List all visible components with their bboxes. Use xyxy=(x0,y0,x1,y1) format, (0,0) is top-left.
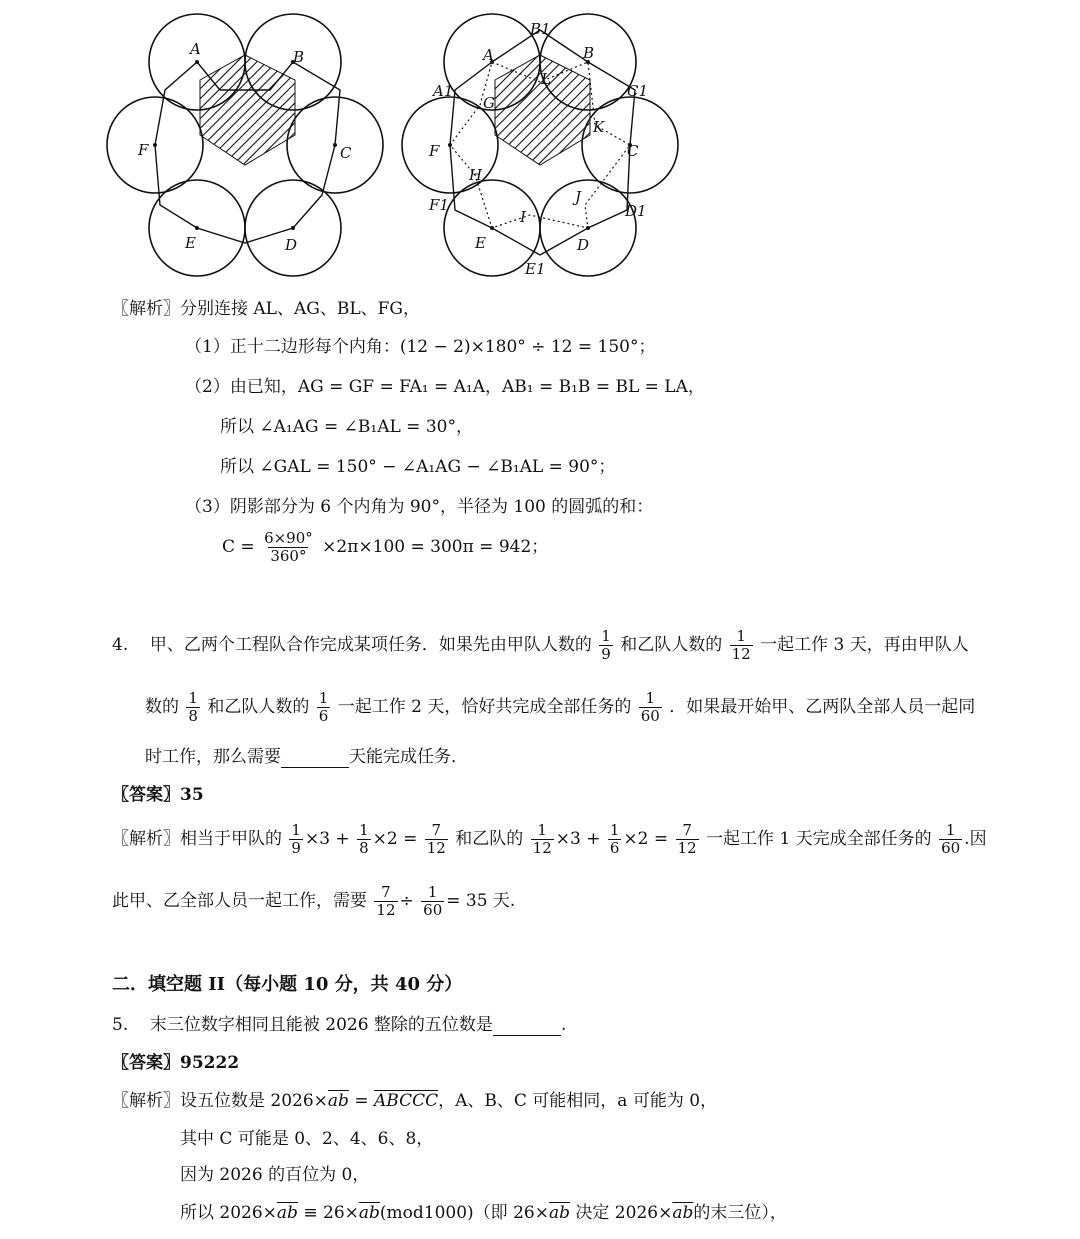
fraction-1-60: $\frac{1}{60}$ xyxy=(423,883,443,919)
q4-text: 一起工作 3 天，再由甲队人 xyxy=(760,635,969,655)
q5-text: = xyxy=(354,1091,369,1111)
q4-text: ÷ xyxy=(399,891,414,911)
q4-text: = 35 天. xyxy=(446,891,516,911)
q4-text: 甲、乙两个工程队合作完成某项任务．如果先由甲队人数的 xyxy=(149,635,592,655)
label-B: B xyxy=(293,48,305,66)
fraction-1-6: $\frac{1}{6}$ xyxy=(609,821,620,857)
label-I: I xyxy=(520,208,526,226)
q4-text: 和乙队人数的 xyxy=(620,635,723,655)
section-title: 二．填空题 II（每小题 10 分，共 40 分） xyxy=(112,974,463,995)
hexagon-circles-figure-left xyxy=(100,10,390,290)
q5-text: 的末三位）， xyxy=(693,1203,787,1223)
overline-ab: $\overline{ab}$ xyxy=(672,1203,694,1223)
hexagon-circles-figure-right xyxy=(395,10,685,290)
label-B1: B1 xyxy=(530,20,551,38)
fraction-1-8: $\frac{1}{8}$ xyxy=(359,821,369,857)
q4-text: 和乙队的 xyxy=(455,829,524,849)
q5-solution-line3: 因为 2026 的百位为 0， xyxy=(180,1165,370,1185)
fraction-1-12: $\frac{1}{12}$ xyxy=(731,627,751,663)
label-F: F xyxy=(138,141,149,159)
fraction-7-12: $\frac{7}{12}$ xyxy=(376,883,396,919)
label-A: A xyxy=(190,40,201,58)
q5-number: 5. xyxy=(112,1015,129,1035)
q4-text: ．如果最开始甲、乙两队全部人员一起同 xyxy=(669,697,976,717)
label-C1: C1 xyxy=(627,82,649,100)
q4-text: 和乙队人数的 xyxy=(207,697,310,717)
shaded-region xyxy=(200,55,295,165)
q3-step2a: （2）由已知，AG = GF = FA₁ = A₁A，AB₁ = B₁B = BL = LA， xyxy=(185,377,705,397)
q4-solution-line2 xyxy=(112,884,515,919)
label-E1: E1 xyxy=(525,260,546,278)
q5-stem xyxy=(112,1014,566,1036)
q4-text: ×3 + xyxy=(555,829,601,849)
label-C: C xyxy=(627,142,639,160)
q4-text: ×3 + xyxy=(304,829,350,849)
overline-ab: $\overline{ab}$ xyxy=(548,1203,570,1223)
q4-answer: 〖答案〗35 xyxy=(112,785,204,805)
overline-ab: $\overline{ab}$ xyxy=(358,1203,380,1223)
q4-text: .因 xyxy=(964,829,987,849)
q5-text: 末三位数字相同且能被 2026 整除的五位数是 xyxy=(149,1015,493,1035)
q3-step2b: 所以 ∠A₁AG = ∠B₁AL = 30°， xyxy=(220,417,473,437)
label-D: D xyxy=(577,236,590,254)
q4-solution-line1 xyxy=(112,822,987,857)
label-A: A xyxy=(483,46,494,64)
q3-step1: （1）正十二边形每个内角：(12 − 2)×180° ÷ 12 = 150°； xyxy=(185,337,656,357)
label-F: F xyxy=(429,142,440,160)
q5-text: ≡ 26× xyxy=(303,1203,359,1223)
q5-answer: 〖答案〗95222 xyxy=(112,1053,240,1073)
q5-text: 决定 2026× xyxy=(575,1203,673,1223)
overline-ab: $\overline{ab}$ xyxy=(276,1203,298,1223)
q5-text: (mod1000)（即 26× xyxy=(379,1203,549,1223)
label-F1: F1 xyxy=(429,196,449,214)
formula-fraction: $\frac{6\times 90^\circ}{360^\circ}$ xyxy=(264,529,313,565)
q5-solution-line2: 其中 C 可能是 0、2、4、6、8， xyxy=(180,1129,434,1149)
q3-formula xyxy=(222,530,548,565)
formula-rhs: ×2π×100 = 300π = 942； xyxy=(322,537,549,557)
q4-text: ×2 = xyxy=(372,829,418,849)
label-B: B xyxy=(583,44,595,62)
q4-text: 此甲、乙全部人员一起工作，需要 xyxy=(112,891,367,911)
q5-text: 所以 2026× xyxy=(180,1203,277,1223)
fraction-7-12: $\frac{7}{12}$ xyxy=(677,821,697,857)
label-C: C xyxy=(340,144,352,162)
label-K: K xyxy=(593,118,605,136)
fraction-1-9: $\frac{1}{9}$ xyxy=(291,821,301,857)
q5-text: . xyxy=(560,1015,567,1035)
fraction-1-9: $\frac{1}{9}$ xyxy=(601,627,611,663)
fraction-1-60: $\frac{1}{60}$ xyxy=(640,689,660,725)
label-E: E xyxy=(475,234,486,252)
fraction-1-6: $\frac{1}{6}$ xyxy=(318,689,329,725)
q4-text: 〖解析〗相当于甲队的 xyxy=(112,829,282,849)
q4-text: ×2 = xyxy=(623,829,669,849)
q4-text: 一起工作 2 天，恰好共完成全部任务的 xyxy=(337,697,632,717)
label-L: L xyxy=(541,70,551,88)
label-H: H xyxy=(469,166,483,184)
label-J: J xyxy=(575,188,582,206)
q4-text: 一起工作 1 天完成全部任务的 xyxy=(706,829,932,849)
q4-line1 xyxy=(112,628,969,663)
q4-number: 4. xyxy=(112,635,129,655)
q3-analysis-lead: 〖解析〗分别连接 AL、AG、BL、FG， xyxy=(112,299,420,319)
overline-ab: $\overline{ab}$ xyxy=(327,1091,349,1111)
formula-lhs: C = xyxy=(222,537,255,557)
fraction-1-8: $\frac{1}{8}$ xyxy=(188,689,198,725)
q4-text: 数的 xyxy=(145,697,179,717)
answer-blank xyxy=(281,751,349,768)
q4-line2 xyxy=(145,690,975,725)
q4-text: 天能完成任务． xyxy=(349,747,468,767)
q3-step3: （3）阴影部分为 6 个内角为 90°，半径为 100 的圆弧的和： xyxy=(185,497,654,517)
q5-solution-line4 xyxy=(180,1202,787,1224)
fraction-1-12: $\frac{1}{12}$ xyxy=(532,821,552,857)
q4-line3 xyxy=(145,746,468,768)
label-D: D xyxy=(285,236,298,254)
q3-step2c: 所以 ∠GAL = 150° − ∠A₁AG − ∠B₁AL = 90°； xyxy=(220,457,616,477)
q5-solution-line1 xyxy=(112,1090,717,1112)
q4-text: 时工作，那么需要 xyxy=(145,747,281,767)
fraction-7-12: $\frac{7}{12}$ xyxy=(426,821,446,857)
label-D1: D1 xyxy=(625,202,647,220)
q5-text: ，A、B、C 可能相同，a 可能为 0， xyxy=(438,1091,718,1111)
label-A1: A1 xyxy=(433,82,454,100)
label-E: E xyxy=(185,234,196,252)
overline-abccc: ABCCC xyxy=(374,1091,439,1111)
q5-text: 〖解析〗设五位数是 2026× xyxy=(112,1091,328,1111)
fraction-1-60: $\frac{1}{60}$ xyxy=(941,821,961,857)
answer-blank xyxy=(493,1019,561,1036)
label-G: G xyxy=(483,94,495,112)
